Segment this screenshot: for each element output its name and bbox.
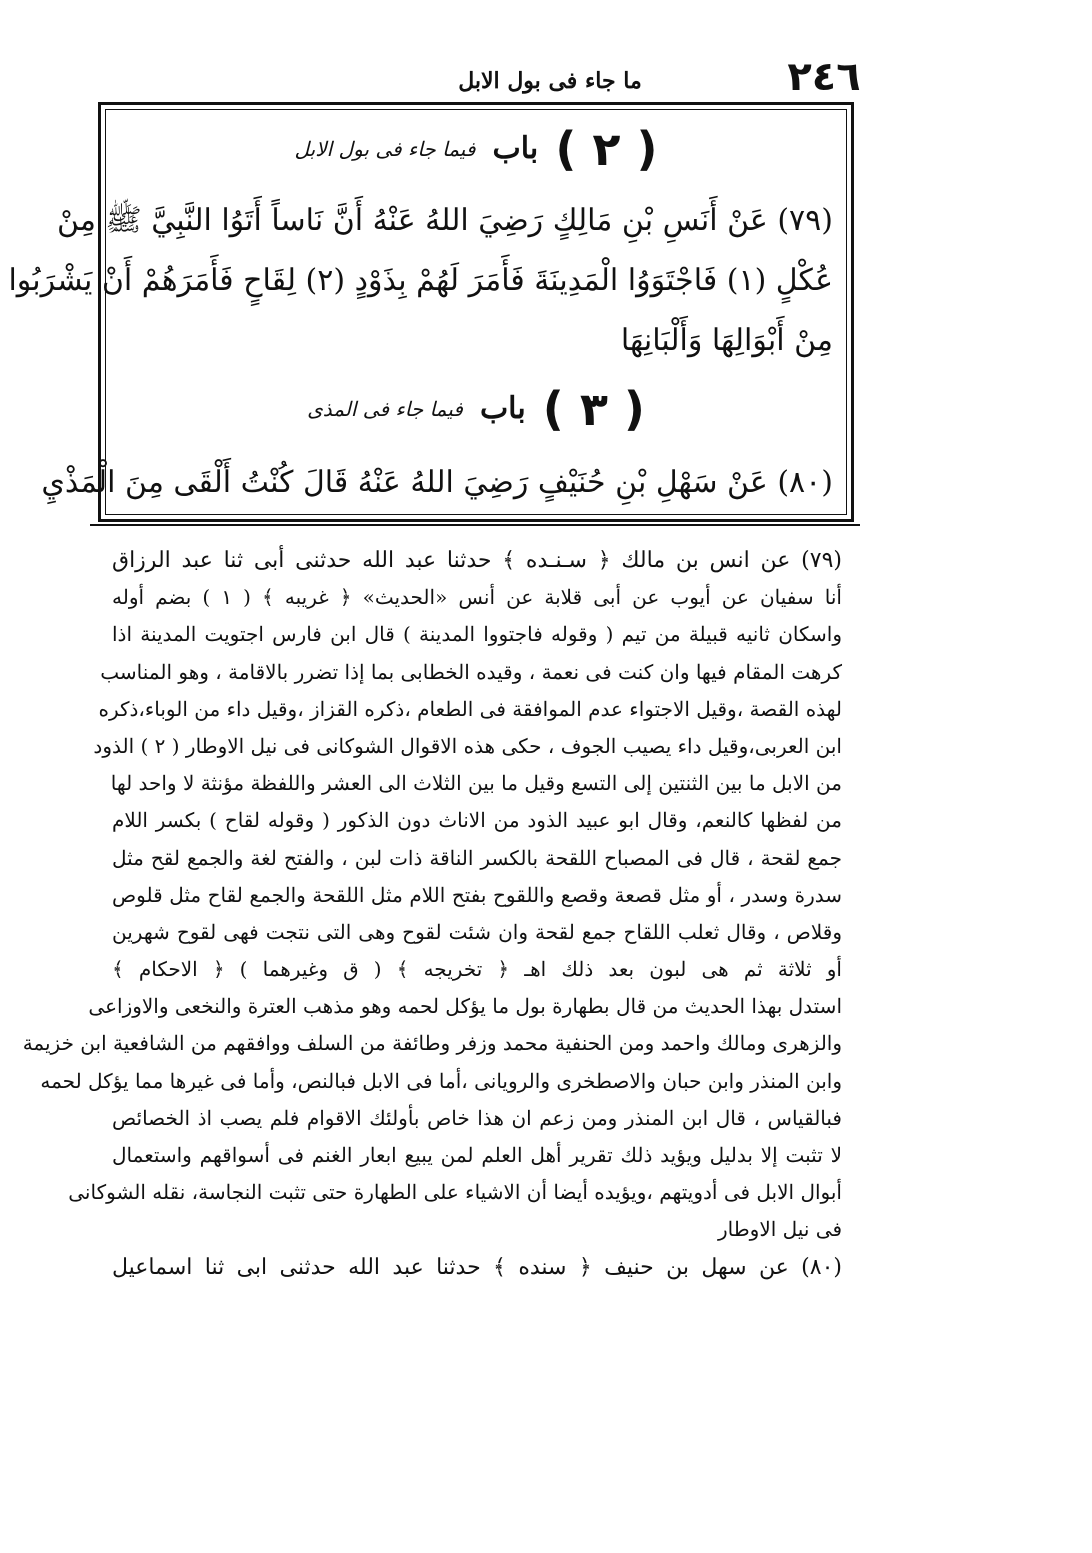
commentary-line: وابن المنذر وابن حبان والاصطخرى والرويانى ،أما فى الابل فبالنص، وأما فى غيرها مما يؤكل لحمه xyxy=(40,1068,842,1093)
hadith-80-line: (٨٠) عَنْ سَهْلِ بْنِ حُنَيْفٍ رَضِيَ اللهُ عَنْهُ قَالَ كُنْتُ أَلْقَى مِنَ الْمَذْيِ xyxy=(41,465,833,500)
commentary-line: (٨٠) عن سهل بن حنيف ﴿ سنده ﴾ حدثنا عبد الله حدثنى ابى ثنا اسماعيل xyxy=(112,1254,842,1280)
commentary-line: (٧٩) عن انس بن مالك ﴿ سـنـده ﴾ حدثنا عبد الله حدثنى أبى ثنا عبد الرزاق xyxy=(112,548,842,573)
commentary-line: من الابل ما بين الثنتين إلى التسع وقيل ما بين الثلاث الى العشر واللفظة مؤنثة لا واحد لها xyxy=(110,771,842,796)
commentary-line: أنا سفيان عن أيوب عن أبى قلابة عن أنس «الحديث» ﴿ غريبه ﴾ ( ١ ) بضم أوله xyxy=(112,585,842,610)
commentary-line: استدل بهذا الحديث من قال بطهارة بول ما يؤكل لحمه وهو مذهب العترة والنخعى والاوزاعى xyxy=(88,994,842,1019)
commentary-line: فى نيل الاوطار xyxy=(718,1217,842,1242)
section-divider xyxy=(90,524,860,526)
hadith-79-line-2: عُكْلٍ (١) فَاجْتَوَوُا الْمَدِينَةَ فَأَمَرَ لَهُمْ بِذَوْدٍ (٢) لِقَاحٍ فَأَمَرَهُمْ أَنْ يَشْرَبُوا xyxy=(8,263,833,298)
commentary-line: سدرة وسدر ، أو مثل قصعة وقصع واللقوح بفتح اللام مثل اللقحة والجمع لقاح مثل قلوص xyxy=(112,882,842,907)
chapter-3-number: ( ٣ ) xyxy=(542,382,645,436)
chapter-2-heading xyxy=(101,121,851,177)
hadith-79-line-3: مِنْ أَبْوَالِهَا وَأَلْبَانِهَا xyxy=(620,323,833,358)
commentary-line: فبالقياس ، قال ابن المنذر ومن زعم ان هذا خاص بأولئك الاقوام فلم يصب اذ الخصائص xyxy=(112,1105,842,1130)
commentary-block xyxy=(22,542,842,1286)
running-title: ما جاء فى بول الابل xyxy=(458,68,642,94)
commentary-line: أو ثلاثة ثم هى لبون بعد ذلك اهـ ﴿ تخريجه ﴾ ( ق وغيرهما ) ﴿ الاحكام ﴾ xyxy=(112,957,842,982)
commentary-line: أبوال الابل فى أدويتهم ،ويؤيده أيضا أن الاشياء على الطهارة حتى تثبت النجاسة، نقله الشوكانى xyxy=(68,1180,842,1205)
commentary-line: وقلاص ، وقال ثعلب اللقاح جمع لقحة وان شئت لقوح وهى التى نتجت فهى لقوح شهرين xyxy=(112,919,842,944)
chapter-3-title: فيما جاء فى المذى xyxy=(307,397,463,421)
commentary-line: من لفظها كالنعم، وقال ابو عبيد الذود من الاناث دون الذكور ( وقوله لقاح ) بكسر اللام xyxy=(112,808,842,833)
chapter-3-bab: باب xyxy=(479,391,526,426)
commentary-line: لهذه القصة ،وقيل الاجتواء عدم الموافقة فى الطعام ،ذكره القزاز ،وقيل داء من الوباء،ذكره xyxy=(98,696,842,721)
commentary-line: لا تثبت إلا بدليل ويؤيد ذلك تقرير أهل العلم لمن يبيع ابعار الغنم فى أسواقهم واستعمال xyxy=(112,1143,842,1167)
commentary-line: كرهت المقام فيها وان كنت فى نعمة ، وقيده الخطابى بما إذا تضرر بالاقامة ، وهو المناسب xyxy=(100,659,842,684)
commentary-line: والزهرى ومالك واحمد ومن الحنفية محمد وزفر وطائفة من السلف ووافقهم من الشافعية ابن خزيمة xyxy=(22,1031,842,1056)
chapter-2-number: ( ٢ ) xyxy=(555,122,658,176)
commentary-line: جمع لقحة ، قال فى المصباح اللقحة بالكسر الناقة ذات لبن ، والفتح لغة والجمع لقح مثل xyxy=(112,845,842,870)
commentary-line: ابن العربى،وقيل داء يصيب الجوف ، حكى هذه الاقوال الشوكانى فى نيل الاوطار ( ٢ ) الذود xyxy=(93,733,842,758)
chapter-2-bab: باب xyxy=(492,131,539,166)
commentary-line: واسكان ثانيه قبيلة من تيم ( وقوله فاجتووا المدينة ) قال ابن فارس اجتويت المدينة اذا xyxy=(112,622,842,647)
chapter-2-title: فيما جاء فى بول الابل xyxy=(294,137,476,161)
hadith-text-box xyxy=(8,102,854,522)
page-number: ٢٤٦ xyxy=(787,54,861,100)
chapter-3-heading xyxy=(101,381,851,437)
hadith-79-line-1: (٧٩) عَنْ أَنَسِ بْنِ مَالِكٍ رَضِيَ اللهُ عَنْهُ أَنَّ نَاساً أَتَوُا النَّبِيَّ ﷺ مِنْ xyxy=(57,203,833,238)
